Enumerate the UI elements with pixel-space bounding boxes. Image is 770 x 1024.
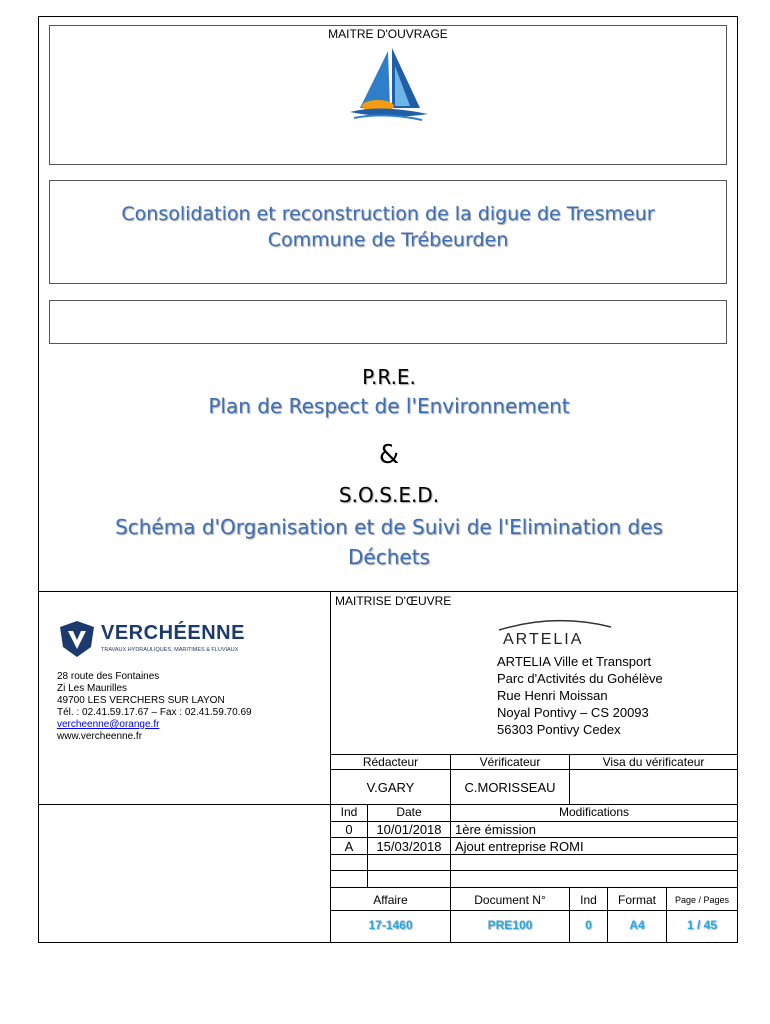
signoff-mid-line	[330, 769, 737, 770]
visa-header: Visa du vérificateur	[602, 755, 705, 769]
doc-ind-value: 0	[585, 918, 592, 932]
engineer-address-line: Parc d'Activités du Gohélève	[497, 671, 663, 686]
revision-row-ind: A	[344, 839, 354, 854]
pre-title: Plan de Respect de l'Environnement	[208, 394, 570, 418]
contractor-address-line: Tél. : 02.41.59.17.67 – Fax : 02.41.59.70.69	[57, 707, 252, 718]
sailboat-logo-icon	[340, 46, 440, 136]
revisions-ind-header: Ind	[340, 805, 358, 819]
vercheenne-shield-icon	[57, 619, 97, 659]
affaire-value: 17-1460	[368, 918, 413, 932]
project-title-line1: Consolidation et reconstruction de la digue de Tresmeur	[121, 203, 655, 225]
engineer-address-line: 56303 Pontivy Cedex	[497, 722, 621, 737]
moe-label: MAITRISE D'ŒUVRE	[335, 594, 452, 608]
engineer-address	[497, 653, 663, 738]
pre-abbr: P.R.E.	[362, 365, 416, 389]
document-value: PRE100	[487, 918, 533, 932]
revisions-row-line	[330, 854, 737, 855]
verificateur-value: C.MORISSEAU	[464, 780, 556, 795]
sosed-title-line2: Déchets	[348, 545, 430, 569]
contractor-address	[57, 671, 252, 743]
contractor-address-line: 28 route des Fontaines	[57, 671, 160, 682]
revisions-row-line	[330, 870, 737, 871]
revision-row-mod: Ajout entreprise ROMI	[455, 839, 584, 854]
redacteur-header: Rédacteur	[362, 755, 419, 769]
format-header: Format	[617, 893, 656, 907]
section-divider	[39, 591, 737, 592]
vercheenne-tagline: TRAVAUX HYDRAULIQUES, MARITIMES & FLUVIAUX	[101, 647, 239, 653]
revision-row-date: 10/01/2018	[376, 822, 442, 837]
contractor-email-link[interactable]: vercheenne@orange.fr	[57, 719, 160, 730]
contractor-address-line: 49700 LES VERCHERS SUR LAYON	[57, 695, 225, 706]
doc-header-line	[330, 910, 737, 911]
sosed-abbr: S.O.S.E.D.	[338, 483, 440, 507]
vercheenne-logo	[57, 619, 287, 659]
document-frame	[38, 16, 738, 943]
revisions-mod-header: Modifications	[558, 805, 630, 819]
verificateur-header: Vérificateur	[479, 755, 541, 769]
engineer-address-line: ARTELIA Ville et Transport	[497, 654, 652, 669]
pages-header: Page / Pages	[674, 895, 730, 905]
project-title-box	[49, 180, 727, 284]
doc-ind-header: Ind	[580, 893, 597, 907]
revision-row-date: 15/03/2018	[376, 839, 442, 854]
redacteur-value: V.GARY	[366, 780, 415, 795]
revisions-row-line	[330, 887, 737, 888]
engineer-address-line: Rue Henri Moissan	[497, 688, 608, 703]
owner-label: MAITRE D'OUVRAGE	[328, 27, 448, 41]
sosed-title-line1: Schéma d'Organisation et de Suivi de l'Elimination des	[115, 515, 663, 539]
empty-box	[49, 300, 727, 344]
engineer-address-line: Noyal Pontivy – CS 20093	[497, 705, 649, 720]
artelia-name: ARTELIA	[503, 631, 584, 648]
project-title-line2: Commune de Trébeurden	[267, 229, 509, 251]
vercheenne-name: VERCHÉENNE	[101, 622, 245, 644]
owner-box	[49, 25, 727, 165]
ampersand: &	[378, 440, 400, 470]
revisions-row-line	[330, 837, 737, 838]
revision-row-mod: 1ère émission	[455, 822, 536, 837]
revision-row-ind: 0	[345, 822, 353, 837]
contractor-address-line: Zi Les Maurilles	[57, 683, 128, 694]
contractor-web: www.vercheenne.fr	[57, 731, 143, 742]
document-header: Document N°	[474, 893, 546, 907]
format-value: A4	[629, 918, 645, 932]
affaire-header: Affaire	[373, 893, 408, 907]
revisions-date-header: Date	[396, 805, 422, 819]
pages-value: 1 / 45	[686, 918, 718, 932]
artelia-logo	[495, 615, 615, 651]
